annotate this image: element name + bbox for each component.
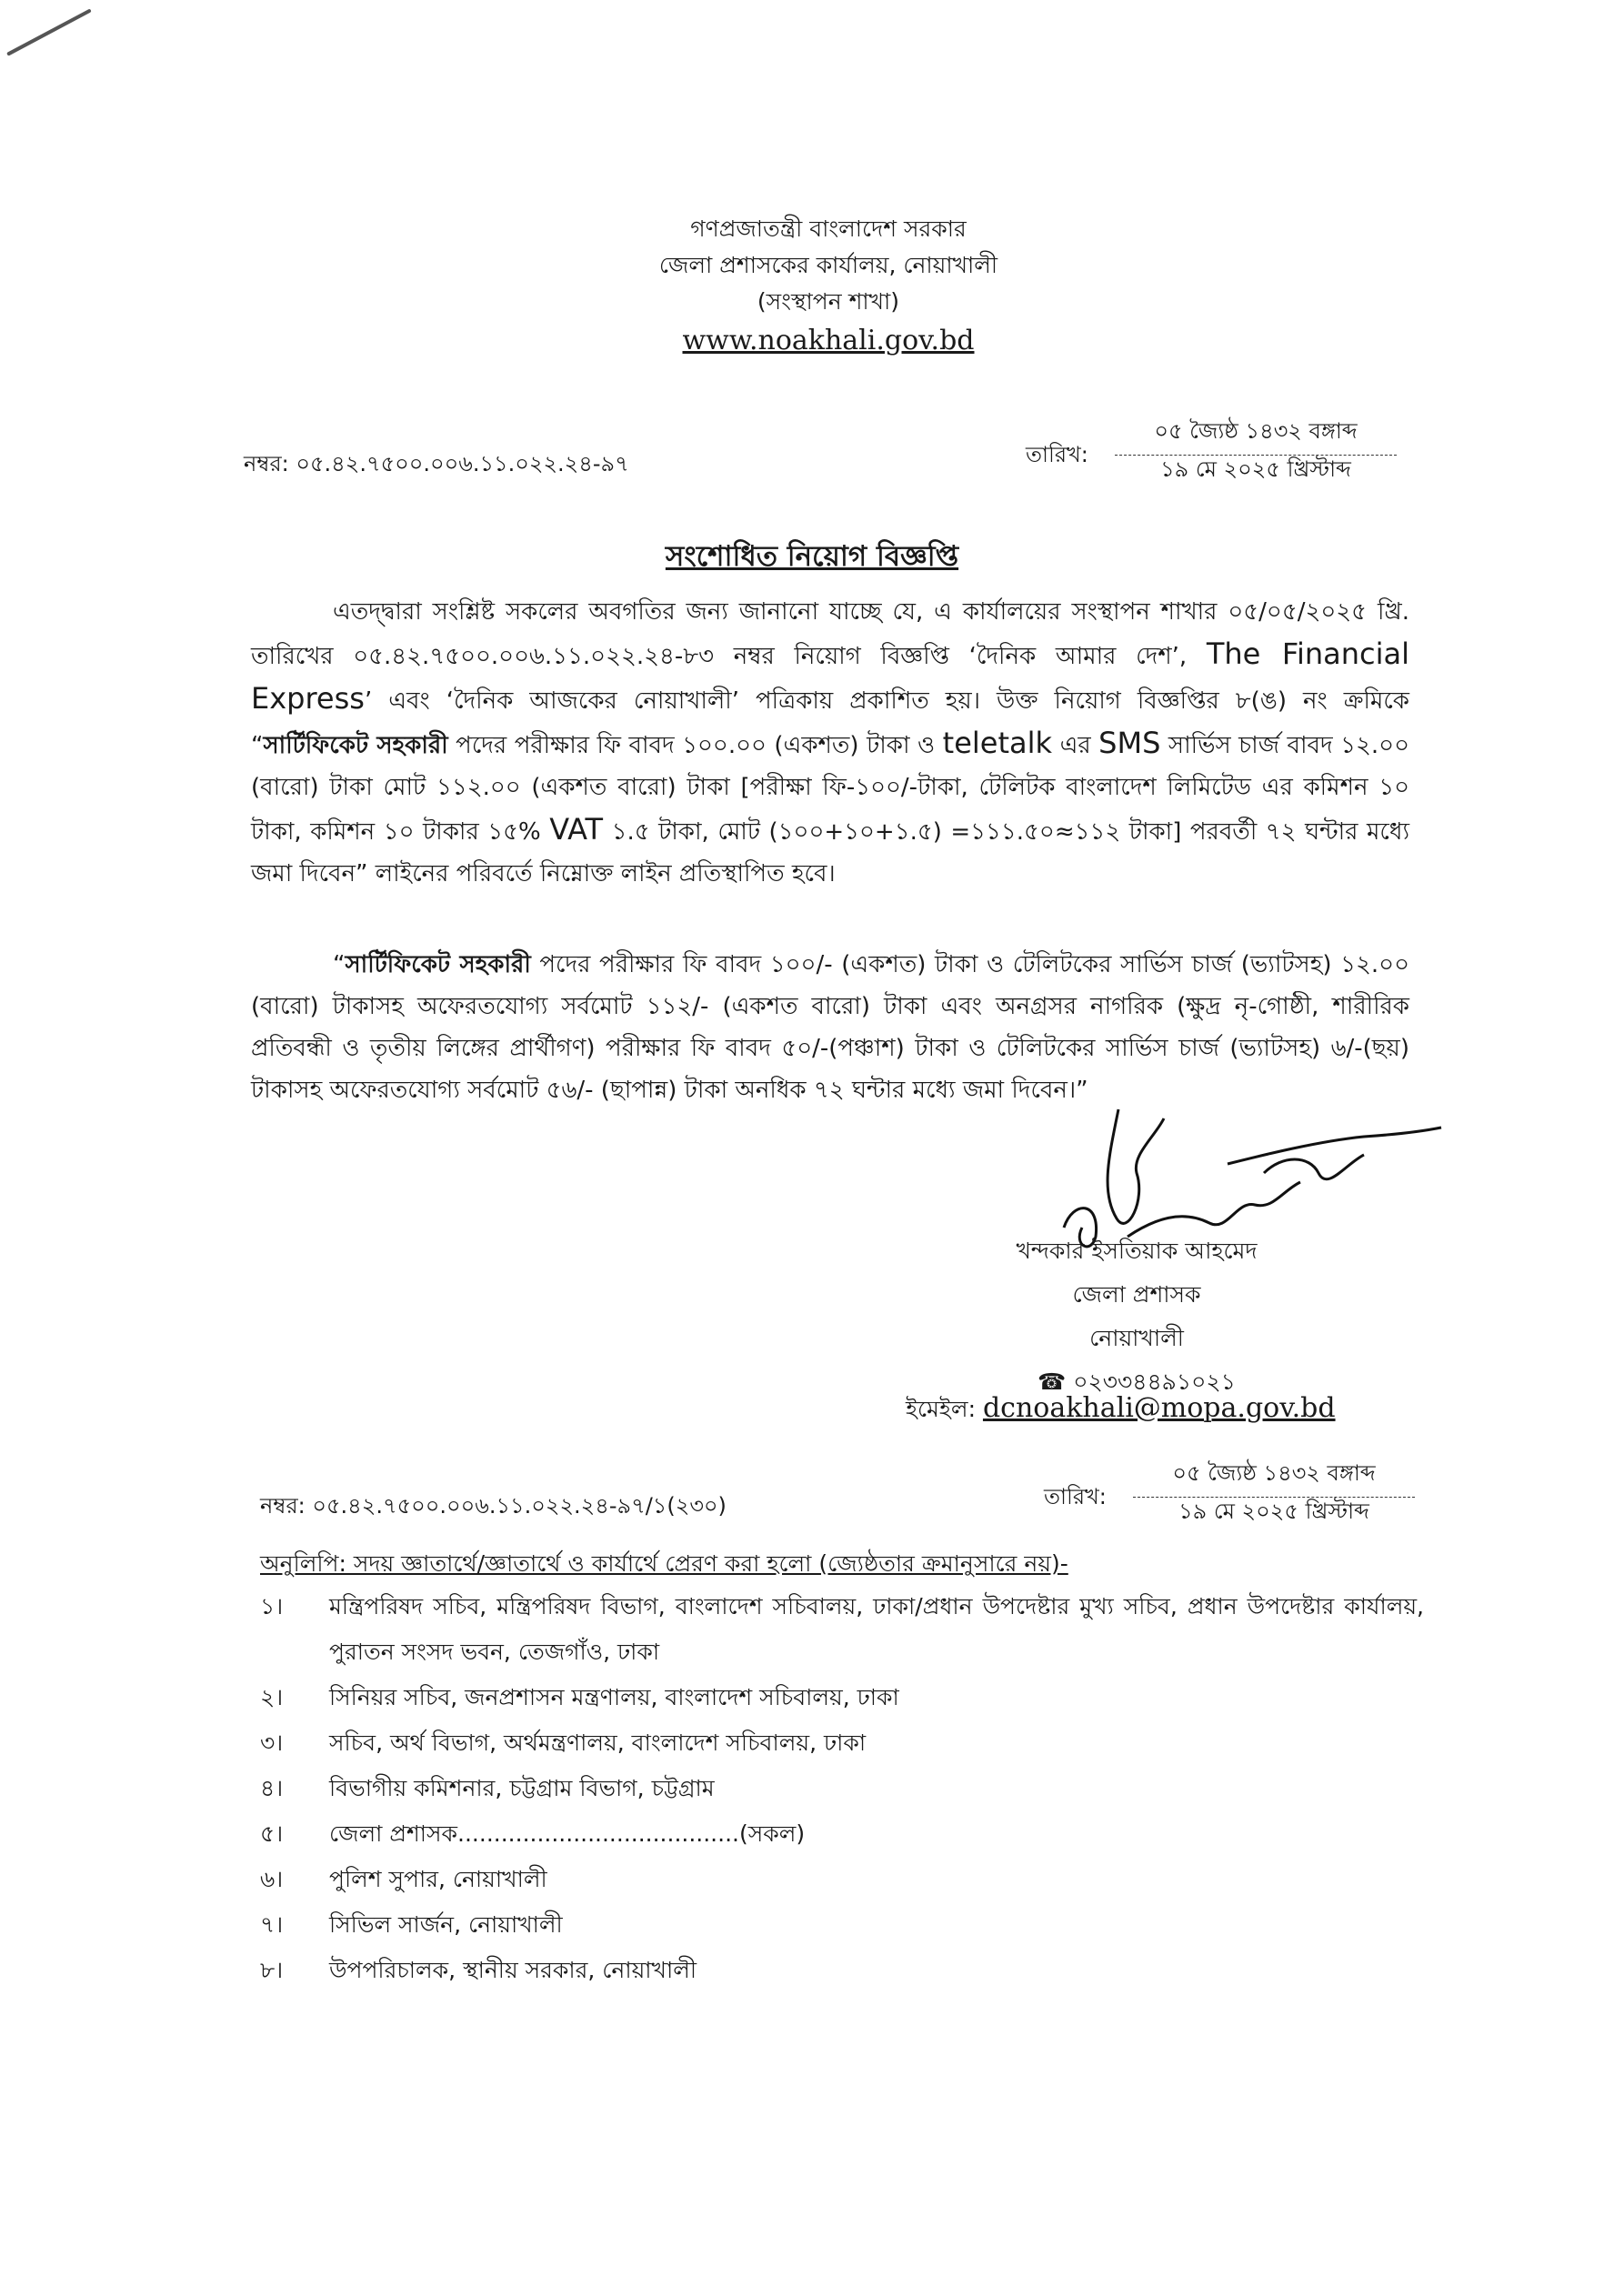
email-label: ইমেইল: (906, 1396, 976, 1422)
list-item (260, 1811, 1424, 1857)
memo-date (1026, 415, 1408, 496)
list-item (260, 1857, 1424, 1902)
para1-text-b: ’ এবং ‘দৈনিক আজকের নোয়াখালী’ পত্রিকায় প্রকাশিত হয়। উক্ত নিয়োগ বিজ্ঞপ্তির ৮(ঙ) নং ক্রমিকে “ (251, 687, 1409, 759)
office-name: জেলা প্রশাসকের কার্যালয়, নোয়াখালী (658, 252, 998, 278)
item-text: মন্ত্রিপরিষদ সচিব, মন্ত্রিপরিষদ বিভাগ, বাংলাদেশ সচিবালয়, ঢাকা/প্রধান উপদেষ্টার মুখ্য সচিব, প্রধান উপদেষ্টার কার্যালয়, পুরাতন সংসদ ভবন, তেজগাঁও, ঢাকা (329, 1593, 1424, 1665)
para2-text: পদের পরীক্ষার ফি বাবদ ১০০/- (একশত) টাকা ও টেলিটকের সার্ভিস চার্জ (ভ্যাটসহ) ১২.০০ (বারো) টাকাসহ অফেরতযোগ্য সর্বমোট ১১২/- (একশত বারো) টাকা এবং অনগ্রসর নাগরিক (ক্ষুদ্র নৃ-গোষ্ঠী, শারীরিক প্রতিবন্ধী ও তৃতীয় লিঙ্গের প্রার্থীগণ) পরীক্ষার ফি বাবদ ৫০/-(পঞ্চাশ) টাকা ও টেলিটকের সার্ভিস চার্জ (ভ্যাটসহ) ৬/-(ছয়) টাকাসহ অফেরতযোগ্য সর্বমোট ৫৬/- (ছাপান্ন) টাকা অনধিক ৭২ ঘন্টার মধ্যে জমা দিবেন।” (251, 951, 1409, 1104)
item-number: ১। (260, 1593, 284, 1619)
memo-date-2 (1044, 1457, 1426, 1539)
para1-text-c: পদের পরীক্ষার ফি বাবদ ১০০.০০ (একশত) টাকা ও (447, 732, 943, 759)
post-name-2: সার্টিফিকেট সহকারী (345, 951, 531, 978)
item-text: সিনিয়র সচিব, জনপ্রশাসন মন্ত্রণালয়, বাংলাদেশ সচিবালয়, ঢাকা (329, 1684, 899, 1710)
scan-mark (6, 8, 92, 55)
sms-text: SMS (1098, 726, 1161, 760)
email-link[interactable]: dcnoakhali@mopa.gov.bd (982, 1392, 1336, 1424)
signatory-block (982, 1229, 1291, 1404)
item-number: ৪। (260, 1775, 284, 1801)
para1-text-f: ১.৫ টাকা, মোট (১০০+১০+১.৫) =১১১.৫০≈১১২ টাকা] পরবর্তী ৭২ ঘন্টার মধ্যে জমা দিবেন” লাইনের পরিবর্তে নিম্নোক্ত লাইন প্রতিস্থাপিত হবে। (251, 818, 1409, 887)
para1-text-d: এর (1052, 732, 1099, 759)
newspaper-name: The Financial Express (251, 637, 1410, 716)
item-text: জেলা প্রশাসক.......................................(সকল) (329, 1820, 806, 1847)
vat-text: VAT (549, 812, 604, 847)
list-item (260, 1766, 1424, 1811)
email-row (906, 1391, 1336, 1430)
list-item (260, 1720, 1424, 1766)
item-text: সিভিল সার্জন, নোয়াখালী (329, 1911, 563, 1938)
post-name: সার্টিফিকেট সহকারী (263, 732, 448, 759)
government-name: গণপ্রজাতন্ত্রী বাংলাদেশ সরকার (690, 216, 967, 242)
cc-heading: অনুলিপি: সদয় জ্ঞাতার্থে/জ্ঞাতার্থে ও কার্যার্থে প্রেরণ করা হলো (জ্যেষ্ঠতার ক্রমানুসারে নয়)- (260, 1550, 1068, 1577)
item-number: ৭। (260, 1911, 284, 1938)
item-number: ৮। (260, 1957, 284, 1983)
website-link[interactable]: www.noakhali.gov.bd (682, 325, 975, 356)
para1-text-a: এতদ্দ্বারা সংশ্লিষ্ট সকলের অবগতির জন্য জানানো যাচ্ছে যে, এ কার্যালয়ের সংস্থাপন শাখার ০৫/০৫/২০২৫ খ্রি. তারিখের ০৫.৪২.৭৫০০.০০৬.১১.০২২.২৪-৮৩ নম্বর নিয়োগ বিজ্ঞপ্তি ‘দৈনিক আমার দেশ’, (251, 598, 1409, 670)
date-english-2: ১৯ মে ২০২৫ খ্রিস্টাব্দ (1178, 1499, 1369, 1524)
notice-paragraph-2 (251, 944, 1409, 1111)
item-text: সচিব, অর্থ বিভাগ, অর্থমন্ত্রণালয়, বাংলাদেশ সচিবালয়, ঢাকা (329, 1730, 867, 1756)
para1-text-e: সার্ভিস চার্জ বাবদ ১২.০০ (বারো) টাকা মোট ১১২.০০ (একশত বারো) টাকা [পরীক্ষা ফি-১০০/-টাকা, টেলিটক বাংলাদেশ লিমিটেড এর কমিশন ১০ টাকা, কমিশন ১০ টাকার ১৫% (251, 732, 1409, 846)
page-title (0, 535, 1624, 582)
date-label: তারিখ: (1026, 442, 1088, 467)
telephone-icon: ☎ (1038, 1369, 1067, 1395)
teletalk-text: teletalk (942, 726, 1053, 760)
item-text: পুলিশ সুপার, নোয়াখালী (329, 1866, 547, 1892)
date-bangla-2: ০৫ জ্যৈষ্ঠ ১৪৩২ বঙ্গাব্দ (1133, 1457, 1415, 1498)
item-text: উপপরিচালক, স্থানীয় সরকার, নোয়াখালী (329, 1957, 697, 1983)
signatory-designation: জেলা প্রশাসক (1072, 1281, 1201, 1308)
memo-number: নম্বর: ০৫.৪২.৭৫০০.০০৬.১১.০২২.২৪-৯৭ (244, 451, 629, 476)
notice-paragraph-1 (251, 591, 1409, 895)
letterhead (0, 211, 1624, 362)
signatory-name: খন্দকার ইসতিয়াক আহমেদ (1016, 1238, 1258, 1264)
item-number: ৩। (260, 1730, 284, 1756)
para2-quote: “ (333, 951, 346, 978)
signatory-phone: ০২৩৩৪৪৯১০২১ (1073, 1369, 1236, 1395)
item-number: ২। (260, 1684, 284, 1710)
memo-number-2: নম্বর: ০৫.৪২.৭৫০০.০০৬.১১.০২২.২৪-৯৭/১(২৩০) (260, 1493, 727, 1519)
list-item (260, 1948, 1424, 1993)
date-english: ১৯ মে ২০২৫ খ্রিস্টাব্দ (1160, 456, 1351, 482)
list-item (260, 1675, 1424, 1720)
item-number: ৬। (260, 1866, 284, 1892)
section-name: (সংস্থাপন শাখা) (757, 288, 900, 315)
signatory-office: নোয়াখালী (1089, 1325, 1184, 1351)
cc-list (260, 1584, 1424, 1993)
list-item (260, 1584, 1424, 1675)
date-bangla: ০৫ জ্যৈষ্ঠ ১৪৩২ বঙ্গাব্দ (1115, 415, 1397, 456)
list-item (260, 1902, 1424, 1948)
date-label-2: তারিখ: (1044, 1484, 1107, 1509)
title-text: সংশোধিত নিয়োগ বিজ্ঞপ্তি (665, 540, 959, 573)
item-number: ৫। (260, 1820, 284, 1847)
item-text: বিভাগীয় কমিশনার, চট্টগ্রাম বিভাগ, চট্টগ্রাম (329, 1775, 715, 1801)
